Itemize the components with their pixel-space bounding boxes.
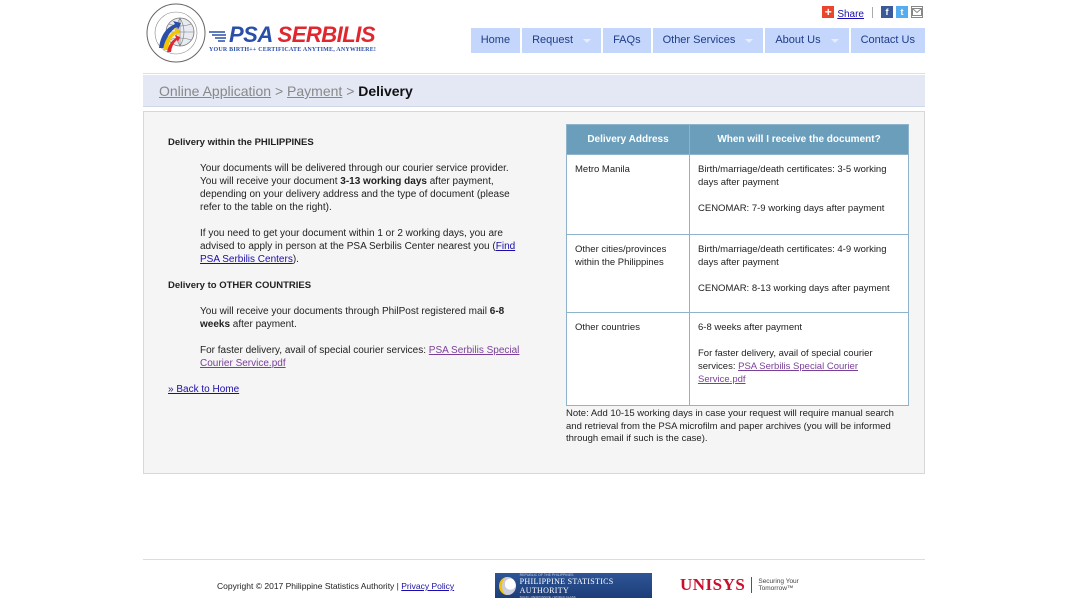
bold-text: 6-8 weeks <box>200 306 505 330</box>
nav-faqs[interactable] <box>603 28 651 53</box>
nav-label: Home <box>480 34 511 46</box>
timing-line: 6-8 weeks after payment <box>698 322 803 333</box>
nav-home[interactable] <box>471 28 520 53</box>
email-icon[interactable] <box>911 6 923 18</box>
timing-line: Birth/marriage/death certificates: 4-9 working days after payment <box>698 244 887 268</box>
nav-label: About Us <box>775 34 821 46</box>
other-countries-paragraph-2 <box>200 344 523 370</box>
philippines-paragraph-1 <box>200 162 523 214</box>
unisys-logo[interactable] <box>680 575 799 595</box>
share-link[interactable]: Share <box>837 8 864 20</box>
brand-serbilis: SERBILIS <box>277 22 376 47</box>
table-row <box>567 235 909 313</box>
slogan-line: Securing Your <box>758 578 799 585</box>
table-header-row <box>567 125 909 155</box>
cell-address: Other cities/provinces within the Philippines <box>567 235 690 313</box>
chevron-down-icon <box>831 39 839 43</box>
special-courier-pdf-link[interactable]: PSA Serbilis Special Courier Service.pdf <box>200 345 520 369</box>
column-header-address: Delivery Address <box>567 125 690 155</box>
delivery-table <box>566 124 909 406</box>
brand-psa: PSA <box>229 22 272 47</box>
facebook-icon[interactable]: f <box>881 6 893 18</box>
timing-line: CENOMAR: 8-13 working days after payment <box>698 283 890 294</box>
cell-timing <box>690 155 909 235</box>
brand-tagline: YOUR BIRTH++ CERTIFICATE ANYTIME, ANYWHERE! <box>209 47 377 53</box>
site-header <box>143 0 925 74</box>
nav-label: Contact Us <box>860 34 915 46</box>
text: after payment. <box>230 319 297 330</box>
psa-serbilis-logo[interactable] <box>143 0 383 72</box>
text: Your documents will be delivered through our courier service provider. You will receive your document <box>200 163 509 187</box>
psa-globe-icon <box>499 577 516 595</box>
text: ). <box>292 254 299 265</box>
column-header-timing: When will I receive the document? <box>690 125 909 155</box>
chevron-down-icon <box>745 39 753 43</box>
other-countries-paragraph-1 <box>200 305 523 331</box>
text: For faster delivery, avail of special courier services: <box>200 345 429 356</box>
nav-label: Other Services <box>662 34 736 46</box>
privacy-policy-link[interactable]: Privacy Policy <box>401 581 455 591</box>
twitter-icon[interactable]: t <box>896 6 908 18</box>
psa-seal-icon <box>145 2 207 64</box>
find-centers-link[interactable]: Find PSA Serbilis Centers <box>200 241 516 265</box>
text: For faster delivery, avail of special courier services: <box>698 348 873 372</box>
text: You will receive your documents through PhilPost registered mail <box>200 306 490 317</box>
timing-line <box>698 347 900 386</box>
psa-small-text: REPUBLIC OF THE PHILIPPINES <box>519 572 574 577</box>
nav-label: FAQs <box>613 34 641 46</box>
timing-line: CENOMAR: 7-9 working days after payment <box>698 203 885 214</box>
cell-address: Other countries <box>567 313 690 406</box>
copyright <box>217 581 454 591</box>
plus-icon[interactable]: + <box>822 6 834 18</box>
text: after payment, depending on your delivery address and the type of document (please refer to the table on the right). <box>200 176 510 213</box>
unisys-wordmark: UNISYS <box>680 575 746 594</box>
breadcrumb-separator: > <box>346 83 355 99</box>
psa-name: PHILIPPINE STATISTICS AUTHORITY <box>519 576 614 595</box>
breadcrumb-payment[interactable]: Payment <box>287 83 343 99</box>
section-heading-philippines: Delivery within the PHILIPPINES <box>168 137 314 148</box>
unisys-slogan <box>758 578 798 592</box>
cell-timing <box>690 235 909 313</box>
nav-contact-us[interactable] <box>851 28 925 53</box>
slogan-line: Tomorrow™ <box>758 585 794 592</box>
archive-note: Note: Add 10-15 working days in case your request will require manual search and retrieval from the PSA microfilm and paper archives (you will be informed through email if such is the case). <box>566 408 894 444</box>
header-divider <box>143 73 925 74</box>
table-row <box>567 155 909 235</box>
bold-text: 3-13 working days <box>340 176 427 187</box>
text: If you need to get your document within 1 or 2 working days, you are advised to apply in person at the PSA Serbilis Center nearest you ( <box>200 228 503 252</box>
back-to-home-link[interactable]: » Back to Home <box>168 384 240 395</box>
nav-request[interactable] <box>522 28 601 53</box>
table-row <box>567 313 909 406</box>
content-panel <box>143 111 925 474</box>
breadcrumb <box>143 75 925 107</box>
psa-motto: SOLID • RESPONSIVE • WORLD-CLASS <box>519 594 576 599</box>
special-courier-pdf-link[interactable]: PSA Serbilis Special Courier Service.pdf <box>698 361 858 385</box>
cell-address: Metro Manila <box>567 155 690 235</box>
breadcrumb-current: Delivery <box>358 83 413 99</box>
breadcrumb-online-application[interactable]: Online Application <box>159 83 272 99</box>
share-bar <box>822 5 923 19</box>
section-heading-other-countries: Delivery to OTHER COUNTRIES <box>168 280 312 291</box>
psa-footer-logo[interactable] <box>495 573 652 598</box>
footer-divider <box>143 559 925 560</box>
brand <box>209 24 376 54</box>
philippines-paragraph-2 <box>200 227 523 266</box>
divider <box>751 577 752 593</box>
nav-about-us[interactable] <box>765 28 848 53</box>
nav-label: Request <box>532 34 574 46</box>
speed-lines-icon <box>209 30 227 42</box>
divider <box>872 7 873 18</box>
delivery-schedule <box>566 124 910 446</box>
chevron-down-icon <box>583 39 591 43</box>
copyright-text: Copyright © 2017 Philippine Statistics Authority | <box>217 581 402 591</box>
cell-timing <box>690 313 909 406</box>
breadcrumb-separator: > <box>274 83 284 99</box>
timing-line: Birth/marriage/death certificates: 3-5 working days after payment <box>698 164 887 188</box>
main-nav <box>469 28 925 53</box>
delivery-info <box>168 136 523 396</box>
nav-other-services[interactable] <box>653 28 764 53</box>
